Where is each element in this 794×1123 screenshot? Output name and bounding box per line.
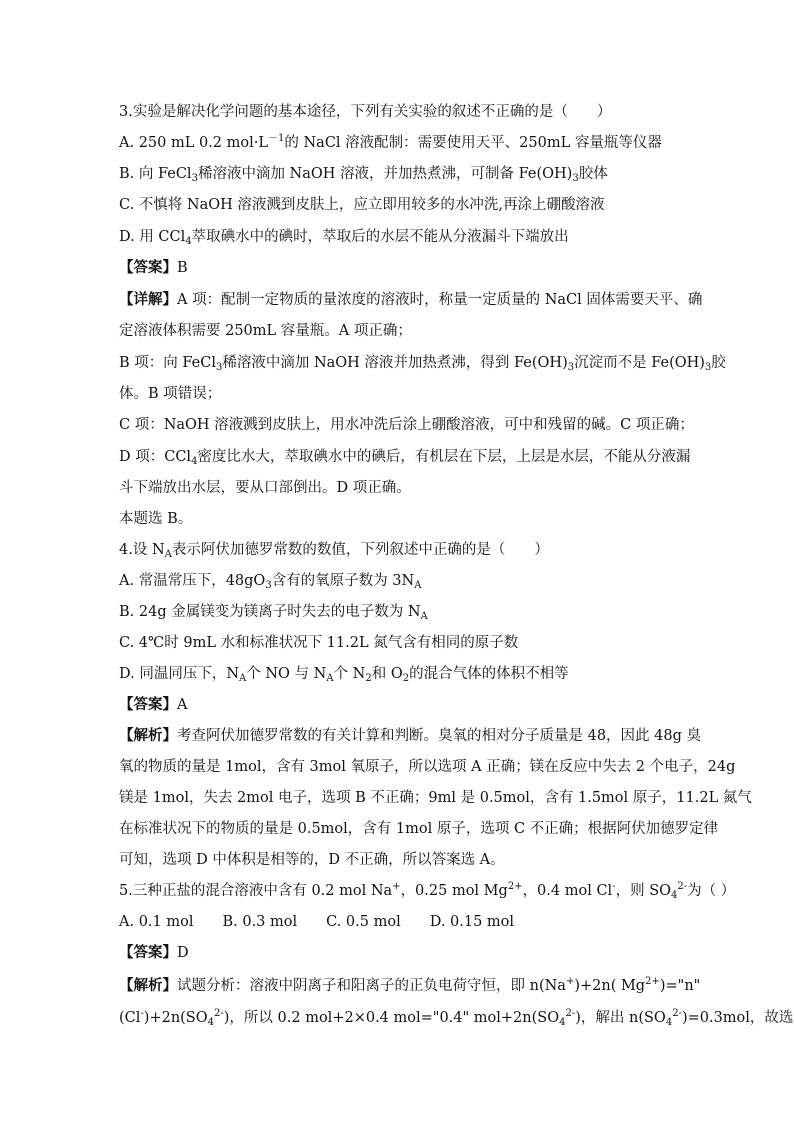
q4-explain-line: 【解析】考查阿伏加德罗常数的有关计算和判断。臭氧的相对分子质量是 48，因此 48g 臭 bbox=[119, 727, 702, 744]
q5-explain-line: 【解析】试题分析：溶液中阴离子和阳离子的正负电荷守恒，即 n(Na+)+2n( $Mg^{2+})="n$" bbox=[119, 976, 701, 994]
q3-answer: 【答案】B bbox=[119, 259, 188, 276]
q3-conclusion: 本题选 B。 bbox=[119, 511, 193, 527]
q5-options: A. 0.1 mol B. 0.3 mol C. 0.5 mol D. 0.15 mol bbox=[119, 914, 515, 930]
q4-explain-line: 可知，选项 D 中体积是相等的，D 不正确，所以答案选 A。 bbox=[119, 852, 505, 868]
q3-option-b: B. 向 FeCl$_3$稀溶液中滴加 NaOH 溶液，并加热煮沸，可制备 $Fe(OH)_3$胶体 bbox=[119, 166, 608, 184]
q3-option-d: D. 用 CCl$_4$萃取碘水中的碘时，萃取后的水层不能从分液漏斗下端放出 bbox=[119, 229, 569, 247]
q3-explain-line: B 项：向 FeCl$_3$稀溶液中滴加 NaOH 溶液并加热煮沸，得到 $Fe(OH)_3$沉淀而不是 $Fe(OH)_3$胶 bbox=[119, 355, 726, 373]
q3-explain-line: C 项：NaOH 溶液溅到皮肤上，用水冲洗后涂上硼酸溶液，可中和残留的碱。C 项正确； bbox=[119, 417, 694, 433]
q4-stem: 4.设 $N_A$表示阿伏加德罗常数的数值，下列叙述中正确的是（ ） bbox=[119, 542, 549, 560]
q4-explain-line: 镁是 1mol，失去 2mol 电子，选项 B 不正确；9ml 是 0.5mol，含有 1.5mol 原子，11.2L 氮气 bbox=[119, 790, 752, 806]
q3-stem: 3.实验是解决化学问题的基本途径，下列有关实验的叙述不正确的是（ ） bbox=[119, 104, 612, 120]
q3-explain-line: 【详解】A 项：配制一定物质的量浓度的溶液时，称量一定质量的 NaCl 固体需要天平、确 bbox=[119, 291, 703, 308]
q3-explain-line: 体。B 项错误； bbox=[119, 386, 222, 402]
q3-explain-line: 定溶液体积需要 250mL 容量瓶。A 项正确； bbox=[119, 323, 412, 339]
q3-explain-line: 斗下端放出水层，要从口部倒出。D 项正确。 bbox=[119, 480, 411, 496]
q5-answer: 【答案】D bbox=[119, 944, 189, 961]
q3-explain-line: D 项：CCl$_4$密度比水大，萃取碘水中的碘后，有机层在下层，上层是水层，不能从分液漏 bbox=[119, 449, 691, 467]
q4-option-c: C. 4℃时 9mL 水和标准状况下 11.2L 氮气含有相同的原子数 bbox=[119, 635, 519, 651]
q4-explain-line: 氧的物质的量是 1mol，含有 3mol 氧原子，所以选项 A 正确；镁在反应中失去 2 个电子，24g bbox=[119, 759, 736, 775]
q3-option-c: C. 不慎将 NaOH 溶液溅到皮肤上，应立即用较多的水冲洗,再涂上硼酸溶液 bbox=[119, 197, 605, 213]
q5-stem: 5.三种正盐的混合溶液中含有 0.2 mol Na+，0.25 mol $Mg^{2+}$，0.4 mol Cl-，则 $SO_4^{2-}$为（ ） bbox=[119, 881, 736, 901]
q4-explain-line: 在标准状况下的物质的量是 0.5mol，含有 1mol 原子，选项 C 不正确；根据阿伏加德罗定律 bbox=[119, 821, 719, 837]
q3-option-a: A. 250 mL 0.2 $mol\cdot L^{-1}$的 NaCl 溶液配制：需要使用天平、250mL 容量瓶等仪器 bbox=[119, 133, 662, 151]
q4-option-d: D. 同温同压下，$N_A$个 NO 与 $N_A$个 $N_2$和 $O_2$的混合气体的体积不相等 bbox=[119, 666, 569, 684]
q4-answer: 【答案】A bbox=[119, 696, 188, 713]
q4-option-b: B. 24g 金属镁变为镁离子时失去的电子数为 $N_A$ bbox=[119, 604, 428, 622]
q4-option-a: A. 常温常压下，$48gO_3$含有的氧原子数为 $3N_A$ bbox=[119, 573, 422, 591]
q5-explain-line: $(Cl^-)+2n(SO_4^{2-})$，所以 0.2 mol+2×0.4 mol="0.4" $mol+2n(SO_4^{2-})$，解出 $n(SO_4^{2-})=0.3mol$，故选 bbox=[119, 1008, 794, 1028]
